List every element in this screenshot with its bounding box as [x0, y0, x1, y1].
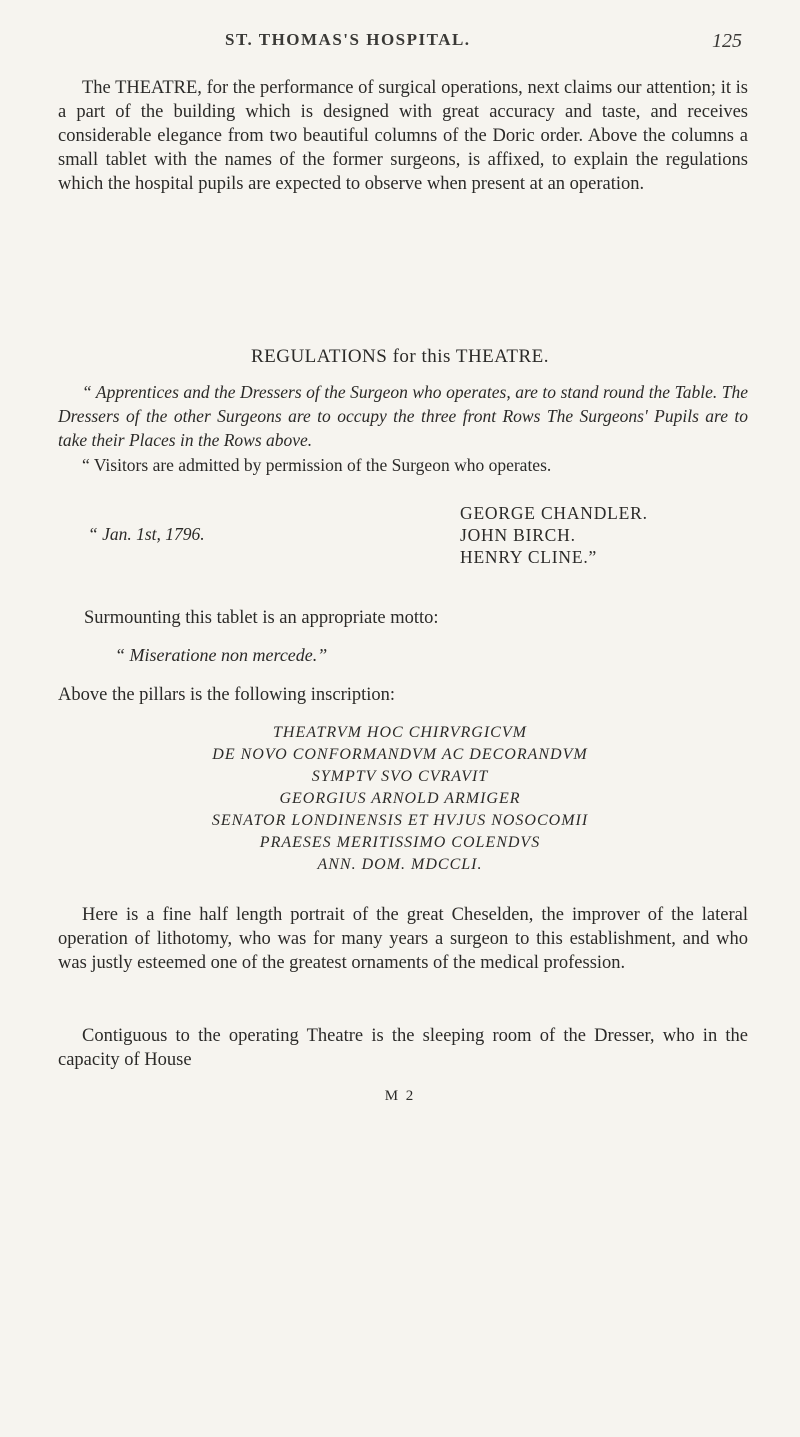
regulations-heading: REGULATIONS for this THEATRE.: [250, 346, 550, 367]
signer-name: JOHN BIRCH.: [460, 525, 576, 545]
running-head: ST. THOMAS'S HOSPITAL.: [225, 30, 471, 49]
page-header: [0, 30, 800, 60]
inscription-line: SYMPTV SVO CVRAVIT: [311, 768, 489, 785]
apprentices-quote: “ Apprentices and the Dressers of the Surgeon who operates, are to stand round the Table. The Dressers of the other Surgeons are to occupy the three front Rows The Surgeons' Pupils are to take their Places in the Rows above.: [58, 382, 748, 450]
signer-name: GEORGE CHANDLER.: [460, 503, 648, 523]
signature-mark: M 2: [384, 1088, 416, 1104]
inscription-line: PRAESES MERITISSIMO COLENDVS: [259, 834, 541, 851]
inscription-line: SENATOR LONDINENSIS ET HVJUS NOSOCOMII: [211, 812, 589, 829]
inscription-line: THEATRVM HOC CHIRVRGICVM: [273, 724, 527, 741]
regulation-date: “ Jan. 1st, 1796.: [88, 524, 205, 544]
signer-name: HENRY CLINE.”: [460, 547, 598, 567]
inscription-line: GEORGIUS ARNOLD ARMIGER: [279, 790, 521, 807]
theatre-paragraph: The THEATRE, for the performance of surgical operations, next claims our attention; it is a part of the building which is designed with great accuracy and taste, and receives considerable elegance from two beautiful columns of the Doric order. Above the columns a small tablet with the names of the former surgeons, is affixed, to explain the regulations which the hospital pupils are expected to observe when present at an operation.: [58, 78, 748, 194]
latin-inscription: [0, 722, 800, 876]
motto: “ Miseratione non mercede.”: [115, 645, 328, 665]
cheselden-paragraph: Here is a fine half length portrait of the great Cheselden, the improver of the lateral operation of lithotomy, who was for many years a surgeon to this establishment, and who was justly esteemed one of the greatest ornaments of the medical profession.: [58, 905, 748, 973]
signers-list: [460, 502, 648, 568]
inscription-line: DE NOVO CONFORMANDVM AC DECORANDVM: [212, 746, 588, 763]
visitors-quote: “ Visitors are admitted by permission of the Surgeon who operates.: [82, 455, 552, 475]
inscription-line: ANN. DOM. MDCCLI.: [317, 856, 483, 873]
inscription-intro: Above the pillars is the following inscription:: [58, 685, 396, 705]
dresser-paragraph: Contiguous to the operating Theatre is the sleeping room of the Dresser, who in the capacity of House: [58, 1026, 748, 1070]
motto-intro: Surmounting this tablet is an appropriate motto:: [84, 608, 439, 628]
page-number: 125: [712, 30, 742, 52]
